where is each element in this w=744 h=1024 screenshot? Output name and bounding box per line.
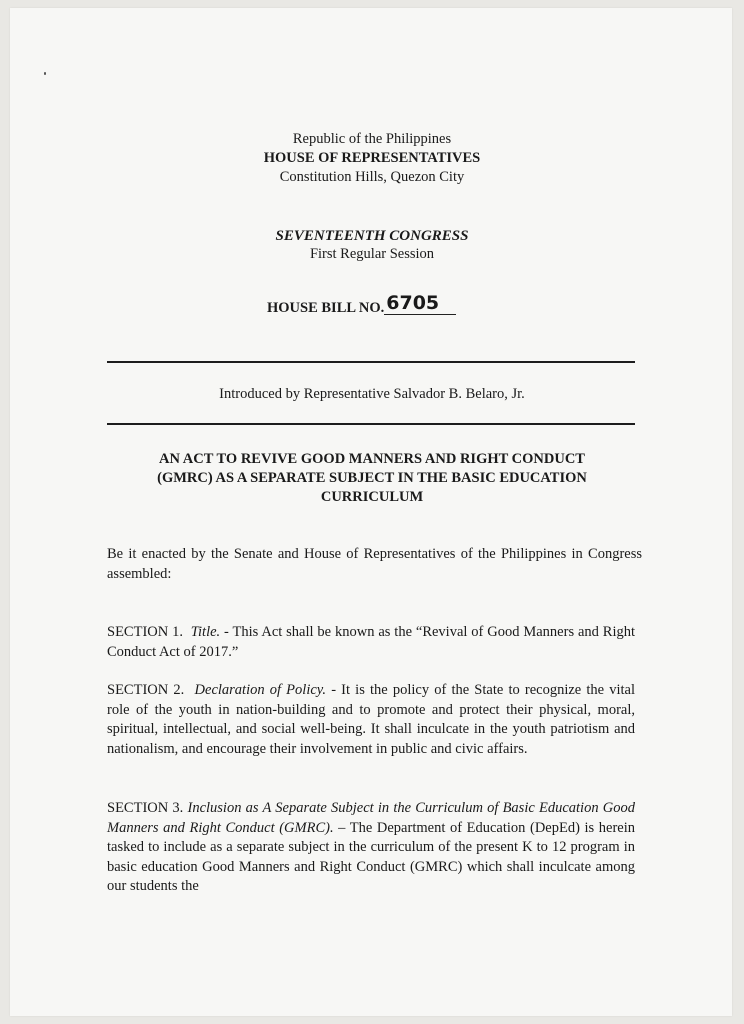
act-title-line-1: AN ACT TO REVIVE GOOD MANNERS AND RIGHT CONDUCT [159, 451, 585, 467]
divider-bottom [107, 423, 635, 425]
section-3-label: SECTION 3. [107, 800, 184, 816]
section-1-heading: Title. [190, 624, 221, 640]
enacting-clause: Be it enacted by the Senate and House of Representatives of the Philippines in Congress assembled: [107, 546, 642, 582]
house-line: HOUSE OF REPRESENTATIVES [263, 150, 481, 166]
introduced-by: Introduced by Representative Salvador B. Belaro, Jr. [219, 386, 525, 402]
section-2-label: SECTION 2. [107, 682, 185, 698]
section-1-label: SECTION 1. [107, 624, 183, 640]
section-2-heading: Declaration of Policy. [194, 682, 327, 698]
congress-name: SEVENTEENTH CONGRESS [275, 228, 469, 244]
bill-number: 6705 [384, 292, 456, 315]
section-3-text: – The Department of Education (DepEd) is herein tasked to include as a separate subject in the curriculum of the present K to 12 program in basic education Good Manners and Right Conduct (GMRC) which shall inculcate among our students the [107, 819, 635, 894]
section-3-heading: Inclusion as A Separate Subject in the Curriculum of Basic Education Good Manners and Right Conduct (GMRC). [107, 800, 635, 836]
section-3 [107, 799, 635, 897]
divider-top [107, 361, 635, 363]
bill-label: HOUSE BILL NO. [267, 300, 385, 316]
scan-speck [44, 72, 46, 75]
location-line: Constitution Hills, Quezon City [279, 169, 465, 185]
bill-number-line [267, 292, 456, 318]
country-line: Republic of the Philippines [292, 131, 452, 147]
session-name: First Regular Session [309, 246, 435, 262]
section-1-text: - This Act shall be known as the “Revival of Good Manners and Right Conduct Act of 2017.” [107, 624, 636, 660]
act-title-line-2: (GMRC) AS A SEPARATE SUBJECT IN THE BASIC EDUCATION [157, 470, 587, 486]
act-title-line-3: CURRICULUM [320, 489, 424, 505]
section-2-text: - It is the policy of the State to recognize the vital role of the youth in nation-building and to promote and protect their physical, moral, spiritual, intellectual, and social well-being. It shall inculcate in the youth patriotism and nationalism, and encourage their involvement in public and civic affairs. [107, 682, 635, 757]
section-1 [107, 623, 635, 662]
section-2 [107, 681, 635, 759]
